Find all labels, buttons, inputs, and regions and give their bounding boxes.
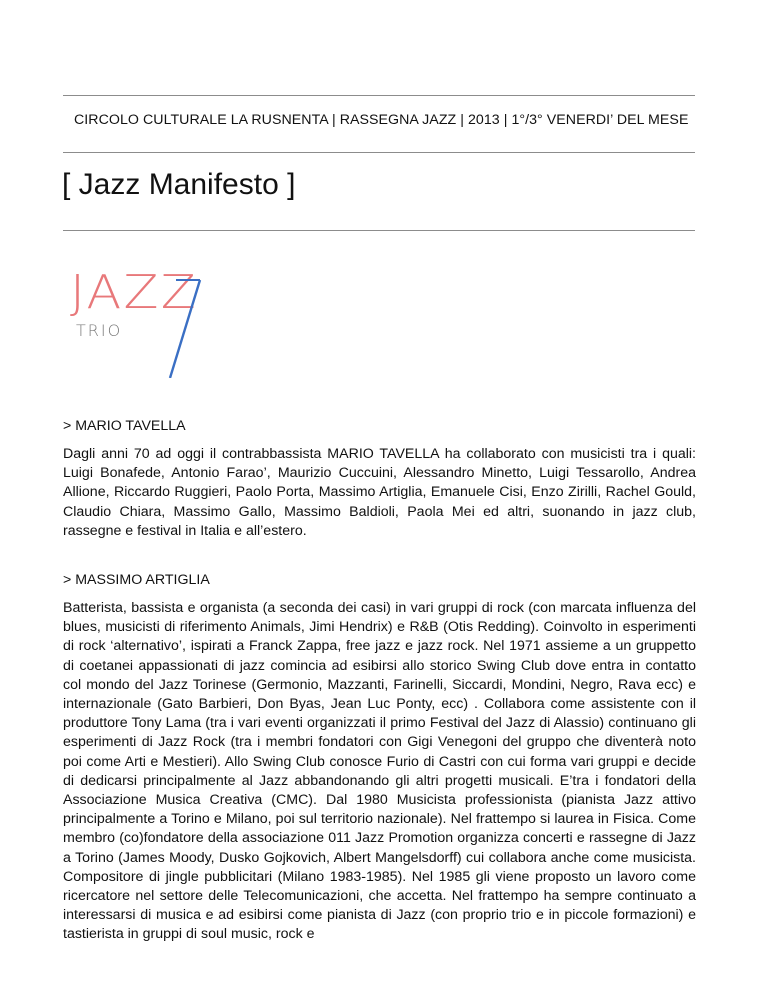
event-header: CIRCOLO CULTURALE LA RUSNENTA | RASSEGNA JAZZ | 2013 | 1°/3° VENERDI’ DEL MESE xyxy=(74,112,689,128)
section-title-mario-tavella: > MARIO TAVELLA xyxy=(63,418,186,434)
title-divider xyxy=(63,230,695,231)
section-body-massimo-artiglia: Batterista, bassista e organista (a seconda dei casi) in vari gruppi di rock (con marcata influenza del blues, musicisti di riferimento Animals, Jimi Hendrix) e R&B (Otis Redding). Coinvolto in esperimenti di rock ‘alternativo’, ispirati a Franck Zappa, free jazz e jazz rock. Nel 1971 assieme a un gruppetto di coetanei appassionati di jazz comincia ad esibirsi allo storico Swing Club dove entra in contatto col mondo del Jazz Torinese (Germonio, Mazzanti, Farinelli, Siccardi, Mondini, Negro, Rava ecc) e internazionale (Gato Barbieri, Don Byas, Jean Luc Ponty, ecc) . Collabora come assistente con il produttore Tony Lama (tra i vari eventi organizzati il primo Festival del Jazz di Alassio) continuano gli esperimenti di Jazz Rock (tra i membri fondatori con Gigi Venegoni del gruppo che diventerà noto poi come Arti e Mestieri). Allo Swing Club conosce Furio di Castri con cui forma vari gruppi e decide di dedicarsi principalmente al Jazz abbandonando gli altri progetti musicali. E’tra i fondatori della Associazione Musica Creativa (CMC). Dal 1980 Musicista professionista (pianista Jazz attivo principalmente a Torino e Milano, poi sul territorio nazionale). Nel frattempo si laurea in Fisica. Come membro (co)fondatore della associazione 011 Jazz Promotion organizza concerti e rassegne di Jazz a Torino (James Moody, Dusko Gojkovich, Albert Mangelsdorff) cui collabora anche come musicista. Compositore di jingle pubblicitari (Milano 1983-1985). Nel 1985 gli viene proposto un lavoro come ricercatore nel settore delle Telecomunicazioni, che accetta. Nel frattempo ha sempre continuato a interessarsi di musica e ad esibirsi come pianista di Jazz (con proprio trio e in piccole formazioni) e tastierista in gruppi di soul music, rock e xyxy=(63,600,696,943)
section-title-massimo-artiglia: > MASSIMO ARTIGLIA xyxy=(63,572,210,588)
logo-sub: TRIO xyxy=(76,321,123,340)
jazz-trio-logo xyxy=(68,268,208,378)
section-body-mario-tavella: Dagli anni 70 ad oggi il contrabbassista MARIO TAVELLA ha collaborato con musicisti tra i quali: Luigi Bonafede, Antonio Farao’, Maurizio Cuccuini, Alessandro Minetto, Luigi Tessarollo, Andrea Allione, Riccardo Ruggieri, Paolo Porta, Massimo Artiglia, Emanuele Cisi, Enzo Zirilli, Rachel Gould, Claudio Chiara, Massimo Gallo, Massimo Baldioli, Paola Mei ed altri, suonando in jazz club, rassegne e festival in Italia e all’estero. xyxy=(63,446,696,539)
page-title: [ Jazz Manifesto ] xyxy=(62,168,296,201)
header-divider xyxy=(63,152,695,153)
top-divider xyxy=(63,95,695,96)
logo-word: JAZZ xyxy=(70,268,198,319)
